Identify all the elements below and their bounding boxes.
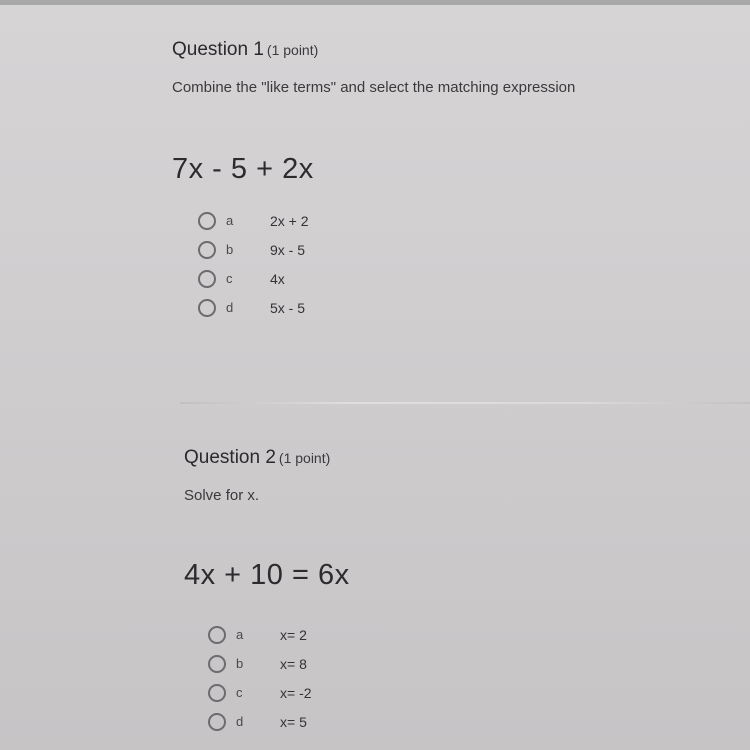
question-1-prompt: Combine the "like terms" and select the matching expression	[172, 79, 576, 96]
question-2-options	[208, 620, 724, 736]
question-divider	[180, 402, 750, 404]
question-2-prompt: Solve for x.	[184, 487, 260, 504]
question-2-option-d[interactable]	[208, 707, 724, 736]
option-text: x= 5	[280, 713, 307, 730]
option-text: 4x	[270, 270, 285, 287]
question-1-expression: 7x - 5 + 2x	[172, 153, 314, 185]
question-2-name: Question 2	[184, 447, 276, 468]
option-letter: a	[236, 627, 244, 642]
option-letter: b	[236, 656, 244, 671]
option-letter: c	[236, 685, 243, 700]
option-letter: d	[236, 714, 244, 729]
option-text: x= 2	[280, 626, 307, 643]
radio-button-icon[interactable]	[198, 270, 216, 288]
radio-button-icon[interactable]	[208, 626, 226, 644]
question-2-option-c[interactable]	[208, 678, 724, 707]
option-text: 9x - 5	[270, 241, 306, 258]
question-2-option-a[interactable]	[208, 620, 724, 649]
radio-button-icon[interactable]	[208, 655, 226, 673]
question-2-title	[184, 446, 724, 470]
question-2	[184, 446, 724, 736]
option-text: x= -2	[280, 684, 312, 701]
question-1-option-b[interactable]	[198, 235, 732, 264]
question-1	[172, 38, 732, 322]
radio-button-icon[interactable]	[208, 684, 226, 702]
option-letter: d	[226, 300, 234, 315]
option-letter: a	[226, 213, 234, 228]
question-1-option-a[interactable]	[198, 206, 732, 235]
question-2-option-b[interactable]	[208, 649, 724, 678]
question-2-points: (1 point)	[278, 450, 331, 466]
question-2-expression: 4x + 10 = 6x	[184, 559, 350, 591]
question-1-name: Question 1	[172, 39, 264, 60]
question-1-points: (1 point)	[266, 42, 319, 58]
option-text: 5x - 5	[270, 299, 306, 316]
option-letter: b	[226, 242, 234, 257]
option-text: x= 8	[280, 655, 307, 672]
question-1-option-c[interactable]	[198, 264, 732, 293]
radio-button-icon[interactable]	[198, 241, 216, 259]
option-text: 2x + 2	[270, 212, 309, 229]
radio-button-icon[interactable]	[208, 713, 226, 731]
question-1-title	[172, 38, 732, 62]
radio-button-icon[interactable]	[198, 212, 216, 230]
question-1-option-d[interactable]	[198, 293, 732, 322]
option-letter: c	[226, 271, 233, 286]
browser-top-edge	[0, 0, 750, 5]
radio-button-icon[interactable]	[198, 299, 216, 317]
question-1-options	[198, 206, 732, 322]
